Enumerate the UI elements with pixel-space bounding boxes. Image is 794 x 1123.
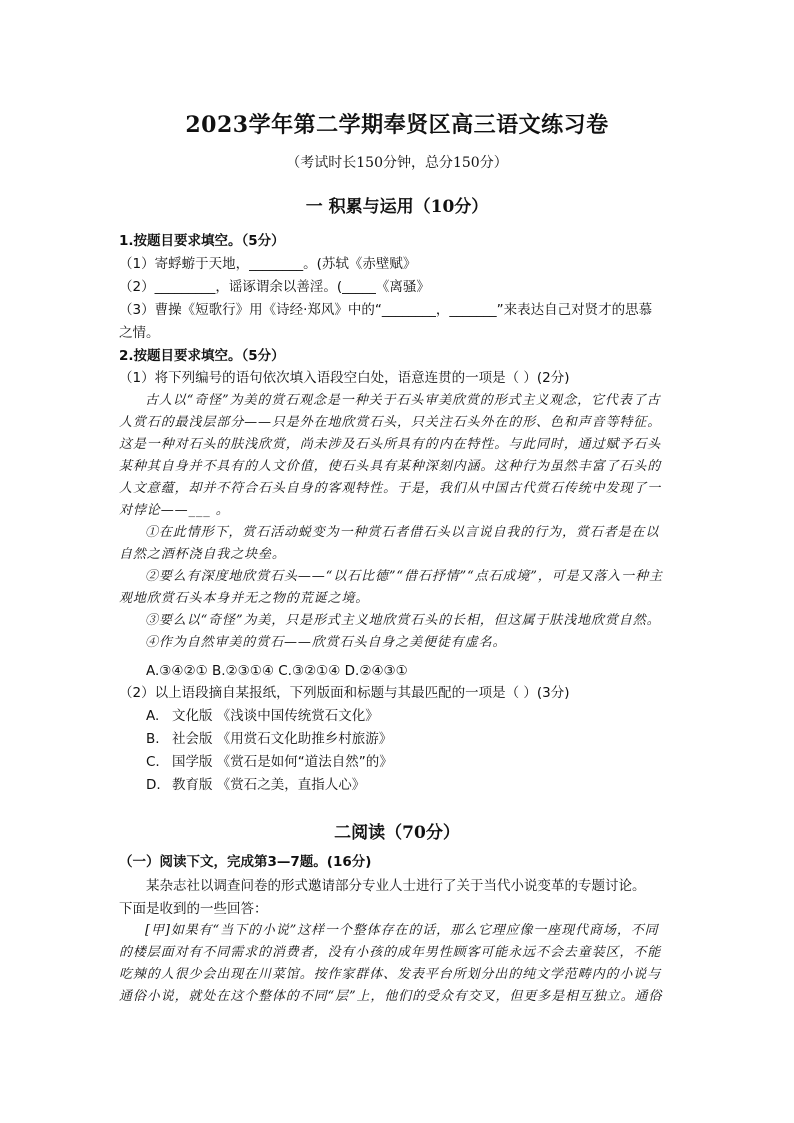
option-key: D. (146, 777, 161, 793)
intro-line-2: 下面是收到的一些回答： (119, 901, 268, 917)
section2-heading: 二阅读（70分） (334, 823, 460, 843)
q2-choices: A.③④②① B.②③①④ C.③②①④ D.②④③① (146, 663, 408, 679)
passage-option-4: ④作为自然审美的赏石——欣赏石头自身之美便徒有虚名。 (145, 635, 507, 650)
article-line: 通俗小说，就处在这个整体的不同“层”上，他们的受众有交叉，但更多是相互独立。通俗 (119, 989, 663, 1004)
passage-line: 某种其自身并不具有的人文价值，使石头具有某种深刻内涵。这种行为虽然丰富了石头的 (119, 459, 662, 474)
option-text: 国学版 《赏石是如何“道法自然”的》 (172, 754, 393, 770)
q2-passage (119, 390, 679, 654)
q2-sub1: （1）将下列编号的语句依次填入语段空白处，语意连贯的一项是（ ）(2分) (119, 370, 570, 386)
passage-option-2: ②要么有深度地欣赏石头——“以石比德”“借石抒情”“点石成境”，可是又落入一种主 (145, 569, 663, 584)
q2-option-d (146, 775, 365, 795)
q1-stem: 1.按题目要求填空。（5分） (119, 233, 285, 249)
article-line: 的楼层面对有不同需求的消费者，没有小孩的成年男性顾客可能永远不会去童装区，不能 (119, 945, 662, 960)
passage-option-3: ③要么以“奇怪”为美，只是形式主义地欣赏石头的长相，但这属于肤浅地欣赏自然。 (145, 613, 661, 628)
option-key: B. (146, 731, 160, 747)
passage-line: 古人以“奇怪”为美的赏石观念是一种关于石头审美欣赏的形式主义观念，它代表了古 (145, 393, 661, 408)
article-line: [甲]如果有“当下的小说”这样一个整体存在的话，那么它理应像一座现代商场，不同 (145, 923, 659, 938)
q1-item-1: （1）寄蜉蝣于天地，________。(苏轼《赤壁赋》 (119, 256, 417, 272)
q2-stem: 2.按题目要求填空。（5分） (119, 348, 285, 364)
article-passage (119, 920, 679, 1008)
passage-line: 观地欣赏石头本身并无之物的荒诞之境。 (119, 591, 370, 606)
passage-option-1: ①在此情形下，赏石活动蜕变为一种赏石者借石头以言说自我的行为，赏石者是在以 (145, 525, 660, 540)
option-text: 文化版 《浅谈中国传统赏石文化》 (172, 708, 379, 724)
passage-line: 人文意蕴，却并不符合石头自身的客观特性。于是，我们从中国古代赏石传统中发现了一 (119, 481, 662, 496)
passage-line: 人赏石的最浅层部分——只是外在地欣赏石头，只关注石头外在的形、色和声音等特征。 (119, 415, 662, 430)
q2-option-b (146, 729, 392, 749)
q2-option-a (146, 706, 379, 726)
q2-option-c (146, 752, 393, 772)
passage-line: 这是一种对石头的肤浅欣赏，尚未涉及石头所具有的内在特性。与此同时，通过赋予石头 (119, 437, 662, 452)
article-line: 吃辣的人很少会出现在川菜馆。按作家群体、发表平台所划分出的纯文学范畴内的小说与 (119, 967, 662, 982)
part1-stem: （一）阅读下文，完成第3—7题。(16分) (119, 854, 372, 870)
q2-sub2: （2）以上语段摘自某报纸，下列版面和标题与其最匹配的一项是（ ）(3分) (119, 685, 570, 701)
page-subtitle: （考试时长150分钟，总分150分） (286, 155, 508, 171)
page-title: 2023学年第二学期奉贤区高三语文练习卷 (185, 112, 609, 138)
q1-item-2: （2）_________，谣诼谓余以善淫。(_____《离骚》 (119, 279, 430, 295)
option-key: C. (146, 754, 160, 770)
option-text: 社会版 《用赏石文化助推乡村旅游》 (172, 731, 393, 747)
intro-line-1: 某杂志社以调查问卷的形式邀请部分专业人士进行了关于当代小说变革的专题讨论。 (146, 878, 646, 894)
passage-line: 自然之酒杯浇自我之块垒。 (119, 547, 286, 562)
q1-item-3-cont: 之情。 (119, 325, 160, 341)
section1-heading: 一 积累与运用（10分） (305, 197, 489, 217)
option-text: 教育版 《赏石之美，直指人心》 (172, 777, 366, 793)
option-key: A. (146, 708, 160, 724)
passage-line: 对悖论——___ 。 (119, 503, 230, 518)
q1-item-3: （3）曹操《短歌行》用《诗经·郑风》中的“________，_______”来表达自己对贤才的思慕 (119, 302, 653, 318)
